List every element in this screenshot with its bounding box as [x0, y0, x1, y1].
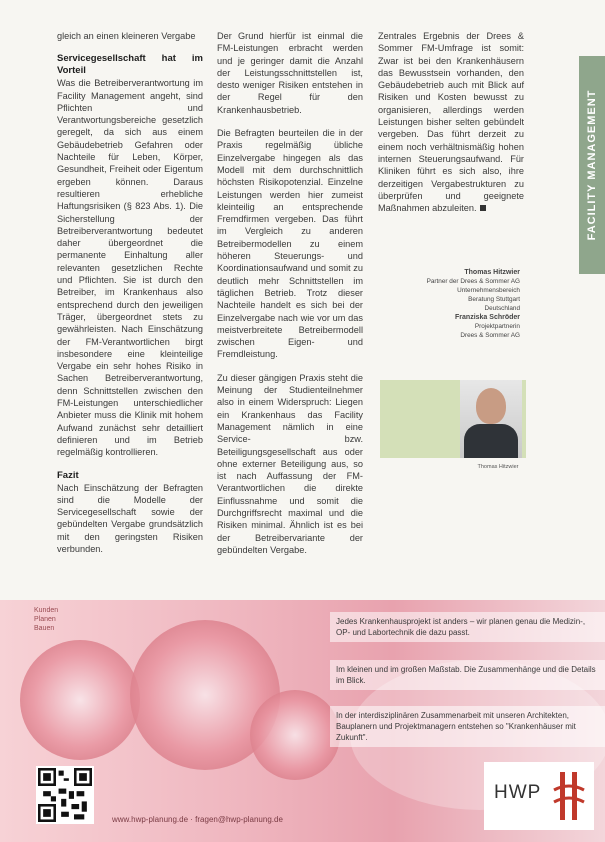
paragraph: Was die Betreiberverantwortung im Facility Management angeht, sind Pflichten und Verantwortungsbereiche gesetzlich geregelt, da sich aus einem Gebäudebetrieb Gefahren oder Nachteile für Leben, Körper, Gesundheit, Freiheit oder Eigentum ergeben können. Daraus resultieren erhebliche Haftungsrisiken (§ 823 Abs. 1). Die Sicherstellung der Betreiberverantwortung bedeutet daher übergeordnet die permanente Einhaltung aller relevanten gesetzlichen Rechte und Pflichten. Sie ist durch den Betreiber, im Krankenhaus also entsprechend durch den jeweiligen Träger, übergeordnet stets zu gewährleisten. Nach Einschätzung der FM-Verantwortlichen birgt insbesondere eine kleinteilige Vergabe ein sehr hohes Risiko in Sachen Betreiberverantwortung, denn Schnittstellen zwischen den FM-Leistungen unterschiedlicher Anbieter muss die Klinik mit hohem Aufwand zunächst sehr detailliert definieren und im Betrieb regelmäßig kontrollieren. — [57, 78, 203, 458]
ad-word: Kunden — [34, 607, 59, 614]
hwp-logo-mark-icon — [552, 770, 586, 822]
surgical-lamp-image — [20, 640, 140, 760]
author-name-1: Thomas Hitzwier — [464, 269, 520, 276]
ad-paragraph: In der interdisziplinären Zusammenarbeit mit unseren Architekten, Bauplanern und Projektmanagern entstehen so "Krankenhäuser mit Zukunft". — [330, 706, 605, 747]
paragraph — [378, 30, 524, 214]
ad-word: Bauen — [34, 625, 55, 632]
subheading-fazit: Fazit — [57, 469, 79, 481]
photo-body — [464, 424, 518, 458]
ad-website-link[interactable]: www.hwp-planung.de · fragen@hwp-planung.de — [112, 815, 283, 824]
section-tab — [579, 56, 605, 274]
author-name-2: Franziska Schröder — [455, 314, 520, 321]
author-role: Beratung Stuttgart — [468, 296, 520, 303]
ad-tagline — [34, 606, 58, 633]
article-column-2 — [217, 30, 363, 567]
paragraph: Der Grund hierfür ist einmal die FM-Leistungen erbracht werden und je geringer damit die Anzahl der Leistungsschnittstellen ist, desto weniger Risiken entstehen in der Regel für den Krankenhausbetrieb. — [217, 31, 363, 115]
qr-code-icon[interactable] — [36, 766, 94, 824]
surgical-lamp-image — [250, 690, 340, 780]
ad-paragraph: Jedes Krankenhausprojekt ist anders – wir planen genau die Medizin-, OP- und Labortechnik die dazu passt. — [330, 612, 605, 642]
ad-paragraph: Im kleinen und im großen Maßstab. Die Zusammenhänge und die Details im Blick. — [330, 660, 605, 690]
author-role: Drees & Sommer AG — [460, 332, 520, 339]
author-photo — [460, 380, 522, 458]
paragraph: gleich an einen kleineren Vergabe — [57, 31, 196, 41]
qr-code-graphic — [38, 768, 92, 822]
paragraph: Die Befragten beurteilen die in der Praxis regelmäßig übliche Einzelvergabe hingegen als das Modell mit dem durchschnittlich höchsten Risikopotenzial. Einzelne Leistungen werden hier zumeist kleinteilig an entsprechende Fremdfirmen vergeben. Das führt im Vergleich zu anderen Betreibermodellen zu einem höheren Steuerungs- und Koordinationsaufwand und somit zu deutlich mehr Schnittstellen im täglichen Betrieb. Trotz dieser Nachteile handelt es sich bei der Einzelvergabe nach wie vor um das meistverbreitete Betreibermodell zwischen Eigen- und Fremdleistung. — [217, 128, 363, 360]
ad-text-panel — [330, 612, 605, 747]
advertisement — [0, 600, 605, 842]
author-role: Projektpartnerin — [474, 323, 520, 330]
photo-head — [476, 388, 506, 424]
article-column-3 — [378, 30, 524, 225]
paragraph-text: Zentrales Ergebnis der Drees & Sommer FM-Umfrage ist somit: Zwar ist bei den Krankenhäusern das Bewusstsein vorhanden, den Gebäudebetrieb auch mit Blick auf Risiken und Kosten bewusst zu organisieren, allerdings werden Leistungen bisher selten gebündelt vergeben. Das führt derzeit zu einem noch verhältnismäßig hohen internen Steuerungsaufwand. Für Kliniken führt es sich also, ihre derzeitigen Vergabestrukturen zu überprüfen und geeignete Maßnahmen abzuleiten. — [378, 31, 524, 214]
photo-caption: Thomas Hitzwier — [477, 464, 519, 470]
end-mark-icon — [480, 205, 486, 211]
section-tab-label: FACILITY MANAGEMENT — [586, 89, 598, 241]
paragraph: Zu dieser gängigen Praxis steht die Meinung der Studienteilnehmer also in einem Widerspruch: Liegen ein Krankenhaus das Facility Management nämlich in eine Service- bzw. Beteiligungsgesellschaft aus oder ohne externer Beteiligung aus, so ist nach Auffassung der FM-Verantwortlichen die direkte Einflussnahme und somit die Durchgriffsrecht maximal und die Risiken minimal. Ähnlich ist es bei der Betreibervariante der gebündelten Vergabe. — [217, 372, 363, 555]
author-role: Unternehmensbereich — [457, 287, 520, 294]
ad-word: Planen — [34, 616, 56, 623]
article-column-1 — [57, 30, 203, 566]
hwp-logo — [484, 762, 594, 830]
author-role: Deutschland — [484, 305, 520, 312]
subheading-service: Servicegesellschaft hat im Vorteil — [57, 53, 203, 77]
author-photo-box — [380, 380, 526, 458]
author-info — [402, 268, 520, 340]
hwp-logo-text: HWP — [494, 782, 542, 803]
paragraph: Nach Einschätzung der Befragten sind die Modelle der Servicegesellschaft sowie der gebündelten Vergabe grundsätzlich mit den geringsten Risiken verbunden. — [57, 482, 203, 554]
author-role: Partner der Drees & Sommer AG — [426, 278, 520, 285]
